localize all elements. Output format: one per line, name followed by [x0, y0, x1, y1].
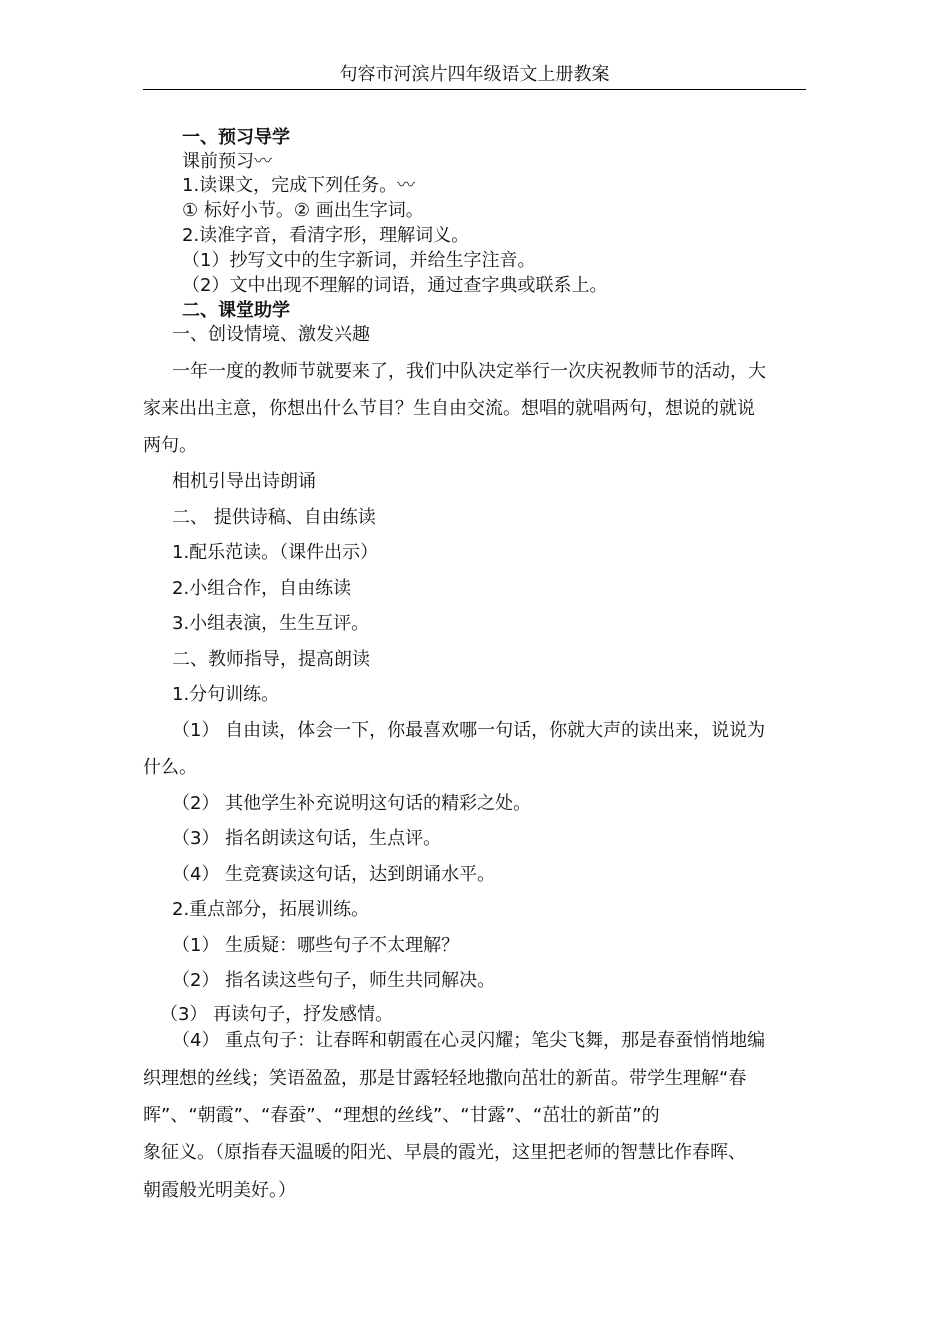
- step-2-heading: 二、 提供诗稿、自由练读: [172, 507, 376, 528]
- step-2-item-1: 1.配乐范读。（课件出示）: [172, 542, 379, 563]
- step-3-1-sub-2: （2） 其他学生补充说明这句话的精彩之处。: [172, 793, 532, 814]
- step-3-heading: 二、教师指导，提高朗读: [172, 649, 370, 670]
- step-3-2-sub-4-line-2: 织理想的丝线；笑语盈盈，那是甘露轻轻地撒向茁壮的新苗。带学生理解“春: [143, 1068, 747, 1089]
- step-3-item-1: 1.分句训练。: [172, 684, 280, 705]
- preview-label: 课前预习〰: [182, 151, 272, 172]
- task-2-sub-1: （1）抄写文中的生字新词，并给生字注音。: [182, 250, 536, 271]
- task-2-sub-2: （2）文中出现不理解的词语，通过查字典或联系上。: [182, 275, 608, 296]
- task-2: 2.读准字音，看清字形，理解词义。: [182, 225, 470, 246]
- step-3-item-2: 2.重点部分，拓展训练。: [172, 899, 370, 920]
- guide-line: 相机引导出诗朗诵: [172, 471, 316, 492]
- task-1-items: ① 标好小节。② 画出生字词。: [182, 200, 424, 221]
- section-heading-preview: 一、预习导学: [182, 127, 290, 148]
- step-3-2-sub-3: （3） 再读句子，抒发感情。: [160, 1004, 394, 1025]
- header-title: 句容市河滨片四年级语文上册教案: [339, 64, 610, 85]
- header-rule: [143, 89, 806, 90]
- step-3-1-sub-1-line-2: 什么。: [143, 757, 197, 778]
- step-3-2-sub-1: （1） 生质疑：哪些句子不太理解？: [172, 935, 460, 956]
- section-heading-class: 二、课堂助学: [182, 300, 290, 321]
- step-3-2-sub-4-line-5: 朝霞般光明美好。）: [143, 1180, 296, 1201]
- step-2-item-3: 3.小组表演，生生互评。: [172, 613, 370, 634]
- paragraph-1-line-1: 一年一度的教师节就要来了，我们中队决定举行一次庆祝教师节的活动，大: [172, 361, 766, 382]
- task-1: 1.读课文，完成下列任务。〰: [182, 175, 416, 196]
- step-3-2-sub-4-line-3: 晖”、“朝霞”、“春蚕”、“理想的丝线”、“甘露”、“茁壮的新苗”的: [143, 1105, 660, 1126]
- step-2-item-2: 2.小组合作，自由练读: [172, 578, 352, 599]
- step-3-1-sub-3: （3） 指名朗读这句话，生点评。: [172, 828, 442, 849]
- step-3-2-sub-2: （2） 指名读这些句子，师生共同解决。: [172, 970, 496, 991]
- step-3-2-sub-4-line-4: 象征义。（原指春天温暖的阳光、早晨的霞光，这里把老师的智慧比作春晖、: [143, 1142, 746, 1163]
- step-3-1-sub-4: （4） 生竞赛读这句话，达到朗诵水平。: [172, 864, 496, 885]
- paragraph-1-line-3: 两句。: [143, 435, 197, 456]
- paragraph-1-line-2: 家来出出主意，你想出什么节目？生自由交流。想唱的就唱两句，想说的就说: [143, 398, 755, 419]
- step-1-heading: 一、创设情境、激发兴趣: [172, 324, 370, 345]
- step-3-1-sub-1-line-1: （1） 自由读，体会一下，你最喜欢哪一句话，你就大声的读出来，说说为: [172, 720, 766, 741]
- step-3-2-sub-4-line-1: （4） 重点句子：让春晖和朝霞在心灵闪耀；笔尖飞舞，那是春蚕悄悄地编: [172, 1030, 766, 1051]
